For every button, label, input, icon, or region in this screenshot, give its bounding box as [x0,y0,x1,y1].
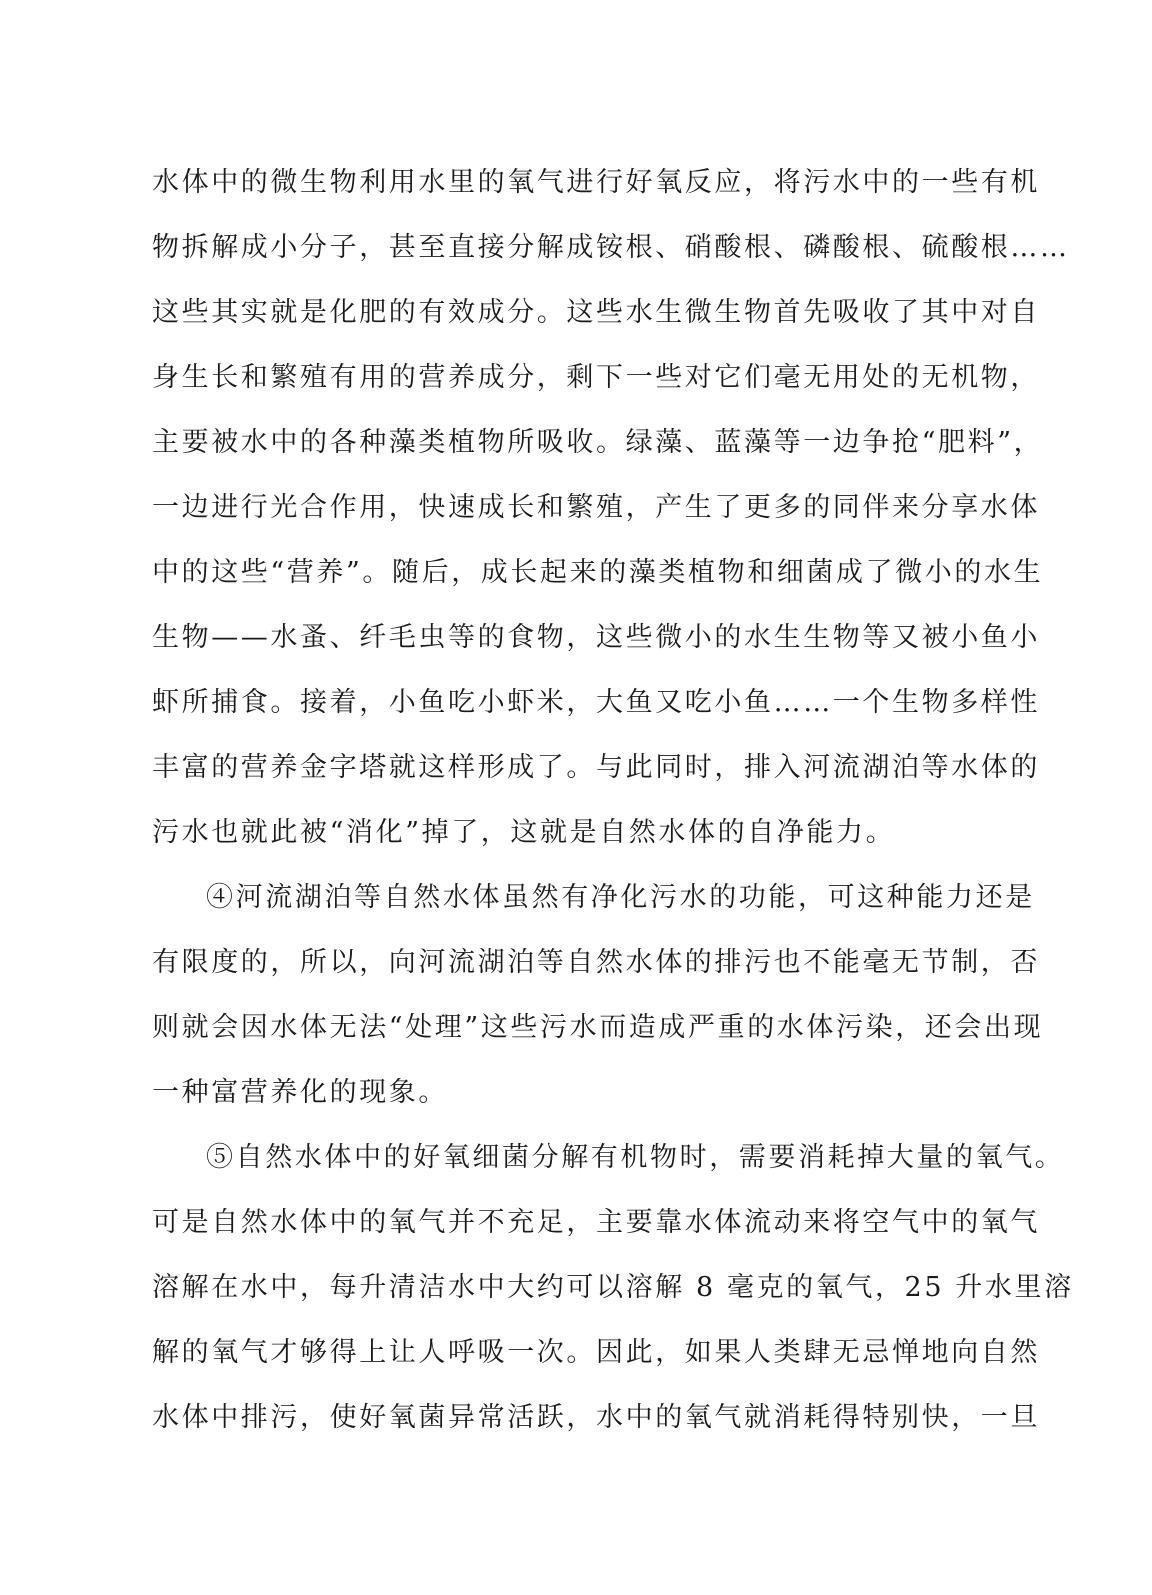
text-line: 一边进行光合作用，快速成长和繁殖，产生了更多的同伴来分享水体 [152,492,1040,523]
text-line: 这些其实就是化肥的有效成分。这些水生微生物首先吸收了其中对自 [152,297,1040,328]
text-line: 污水也就此被“消化”掉了，这就是自然水体的自净能力。 [152,817,896,848]
text-line: 丰富的营养金字塔就这样形成了。与此同时，排入河流湖泊等水体的 [152,752,1040,783]
text-line: 虾所捕食。接着，小鱼吃小虾米，大鱼又吃小鱼……一个生物多样性 [152,687,1040,718]
text-line: 水体中排污，使好氧菌异常活跃，水中的氧气就消耗得特别快，一旦 [152,1402,1040,1433]
text-line: 有限度的，所以，向河流湖泊等自然水体的排污也不能毫无节制，否 [152,947,1040,978]
text-line: ④河流湖泊等自然水体虽然有净化污水的功能，可这种能力还是 [206,882,1035,913]
text-line: 可是自然水体中的氧气并不充足，主要靠水体流动来将空气中的氧气 [152,1207,1040,1238]
text-line: 主要被水中的各种藻类植物所吸收。绿藻、蓝藻等一边争抢“肥料”， [152,427,1044,458]
body-text [152,150,1074,1450]
text-line: 解的氧气才够得上让人呼吸一次。因此，如果人类肆无忌惮地向自然 [152,1337,1040,1368]
text-line: 物拆解成小分子，甚至直接分解成铵根、硝酸根、磷酸根、硫酸根…… [152,232,1070,263]
text-line: 水体中的微生物利用水里的氧气进行好氧反应，将污水中的一些有机 [152,167,1040,198]
text-line: ⑤自然水体中的好氧细菌分解有机物时，需要消耗掉大量的氧气。 [206,1142,1065,1173]
text-line: 生物——水蚤、纤毛虫等的食物，这些微小的水生生物等又被小鱼小 [152,622,1040,653]
text-line: 则就会因水体无法“处理”这些污水而造成严重的水体污染，还会出现 [152,1012,1044,1043]
text-line: 中的这些“营养”。随后，成长起来的藻类植物和细菌成了微小的水生 [152,557,1044,588]
text-line: 溶解在水中，每升清洁水中大约可以溶解 8 毫克的氧气，25 升水里溶 [152,1272,1074,1303]
text-line: 一种富营养化的现象。 [152,1077,448,1108]
text-line: 身生长和繁殖有用的营养成分，剩下一些对它们毫无用处的无机物， [152,362,1040,393]
